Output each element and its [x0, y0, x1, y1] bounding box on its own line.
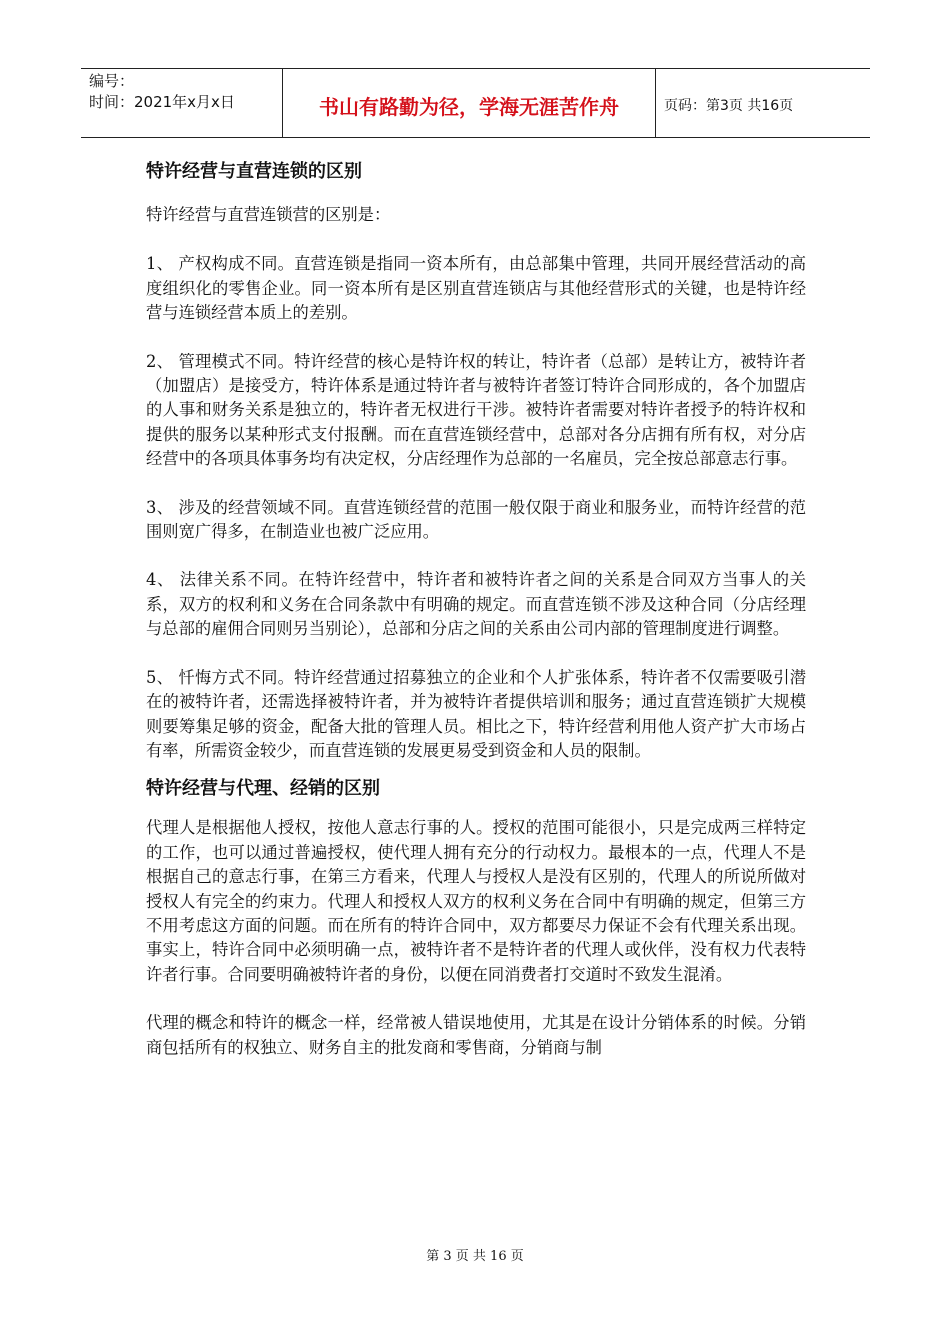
page-footer: 第 3 页 共 16 页	[426, 1249, 524, 1264]
paragraph: 4、 法律关系不同。在特许经营中，特许者和被特许者之间的关系是合同双方当事人的关系，双方的权利和义务在合同条款中有明确的规定。而直营连锁不涉及这种合同（分店经理与总部的雇佣合同则另当别论），总部和分店之间的关系由公司内部的管理制度进行调整。	[146, 570, 806, 639]
paragraph: 代理人是根据他人授权，按他人意志行事的人。授权的范围可能很小，只是完成两三样特定的工作，也可以通过普遍授权，使代理人拥有充分的行动权力。最根本的一点，代理人不是根据自己的意志行事，在第三方看来，代理人与授权人是没有区别的，代理人的所说所做对授权人有完全的约束力。代理人和授权人双方的权利义务在合同中有明确的规定，但第三方不用考虑这方面的问题。而在所有的特许合同中，双方都要尽力保证不会有代理关系出现。事实上，特许合同中必须明确一点，被特许者不是特许者的代理人或伙伴，没有权力代表特许者行事。合同要明确被特许者的身份，以便在同消费者打交道时不致发生混淆。	[146, 818, 806, 984]
header-meta	[81, 69, 283, 137]
header-motto: 书山有路勤为径，学海无涯苦作舟	[283, 69, 656, 137]
page-header	[81, 68, 870, 138]
document-body	[146, 157, 806, 1060]
paragraph: 5、 忏悔方式不同。特许经营通过招募独立的企业和个人扩张体系，特许者不仅需要吸引潜在的被特许者，还需选择被特许者，并为被特许者提供培训和服务；通过直营连锁扩大规模则要筹集足够的资金，配备大批的管理人员。相比之下，特许经营利用他人资产扩大市场占有率，所需资金较少，而直营连锁的发展更易受到资金和人员的限制。	[146, 667, 806, 760]
section-heading: 特许经营与直营连锁的区别	[146, 161, 362, 182]
paragraph: 特许经营与直营连锁营的区别是：	[146, 205, 391, 224]
paragraph: 2、 管理模式不同。特许经营的核心是特许权的转让，特许者（总部）是转让方，被特许者（加盟店）是接受方，特许体系是通过特许者与被特许者签订特许合同形成的，各个加盟店的人事和财务关系是独立的，特许者无权进行干涉。被特许者需要对特许者授予的特许权和提供的服务以某种形式支付报酬。而在直营连锁经营中，总部对各分店拥有所有权，对分店经营中的各项具体事务均有决定权，分店经理作为总部的一名雇员，完全按总部意志行事。	[146, 351, 806, 469]
document-number-label: 编号：	[89, 72, 135, 90]
paragraph: 1、 产权构成不同。直营连锁是指同一资本所有，由总部集中管理，共同开展经营活动的高度组织化的零售企业。同一资本所有是区别直营连锁店与其他经营形式的关键，也是特许经营与连锁经营本质上的差别。	[146, 254, 806, 323]
document-time-label: 时间：2021年x月x日	[89, 93, 235, 111]
section-heading: 特许经营与代理、经销的区别	[146, 778, 380, 800]
paragraph: 代理的概念和特许的概念一样，经常被人错误地使用，尤其是在设计分销体系的时候。分销商包括所有的权独立、财务自主的批发商和零售商，分销商与制	[146, 1013, 806, 1057]
paragraph: 3、 涉及的经营领域不同。直营连锁经营的范围一般仅限于商业和服务业，而特许经营的范围则宽广得多，在制造业也被广泛应用。	[146, 497, 806, 542]
header-page-info: 页码：第3页 共16页	[664, 98, 794, 114]
